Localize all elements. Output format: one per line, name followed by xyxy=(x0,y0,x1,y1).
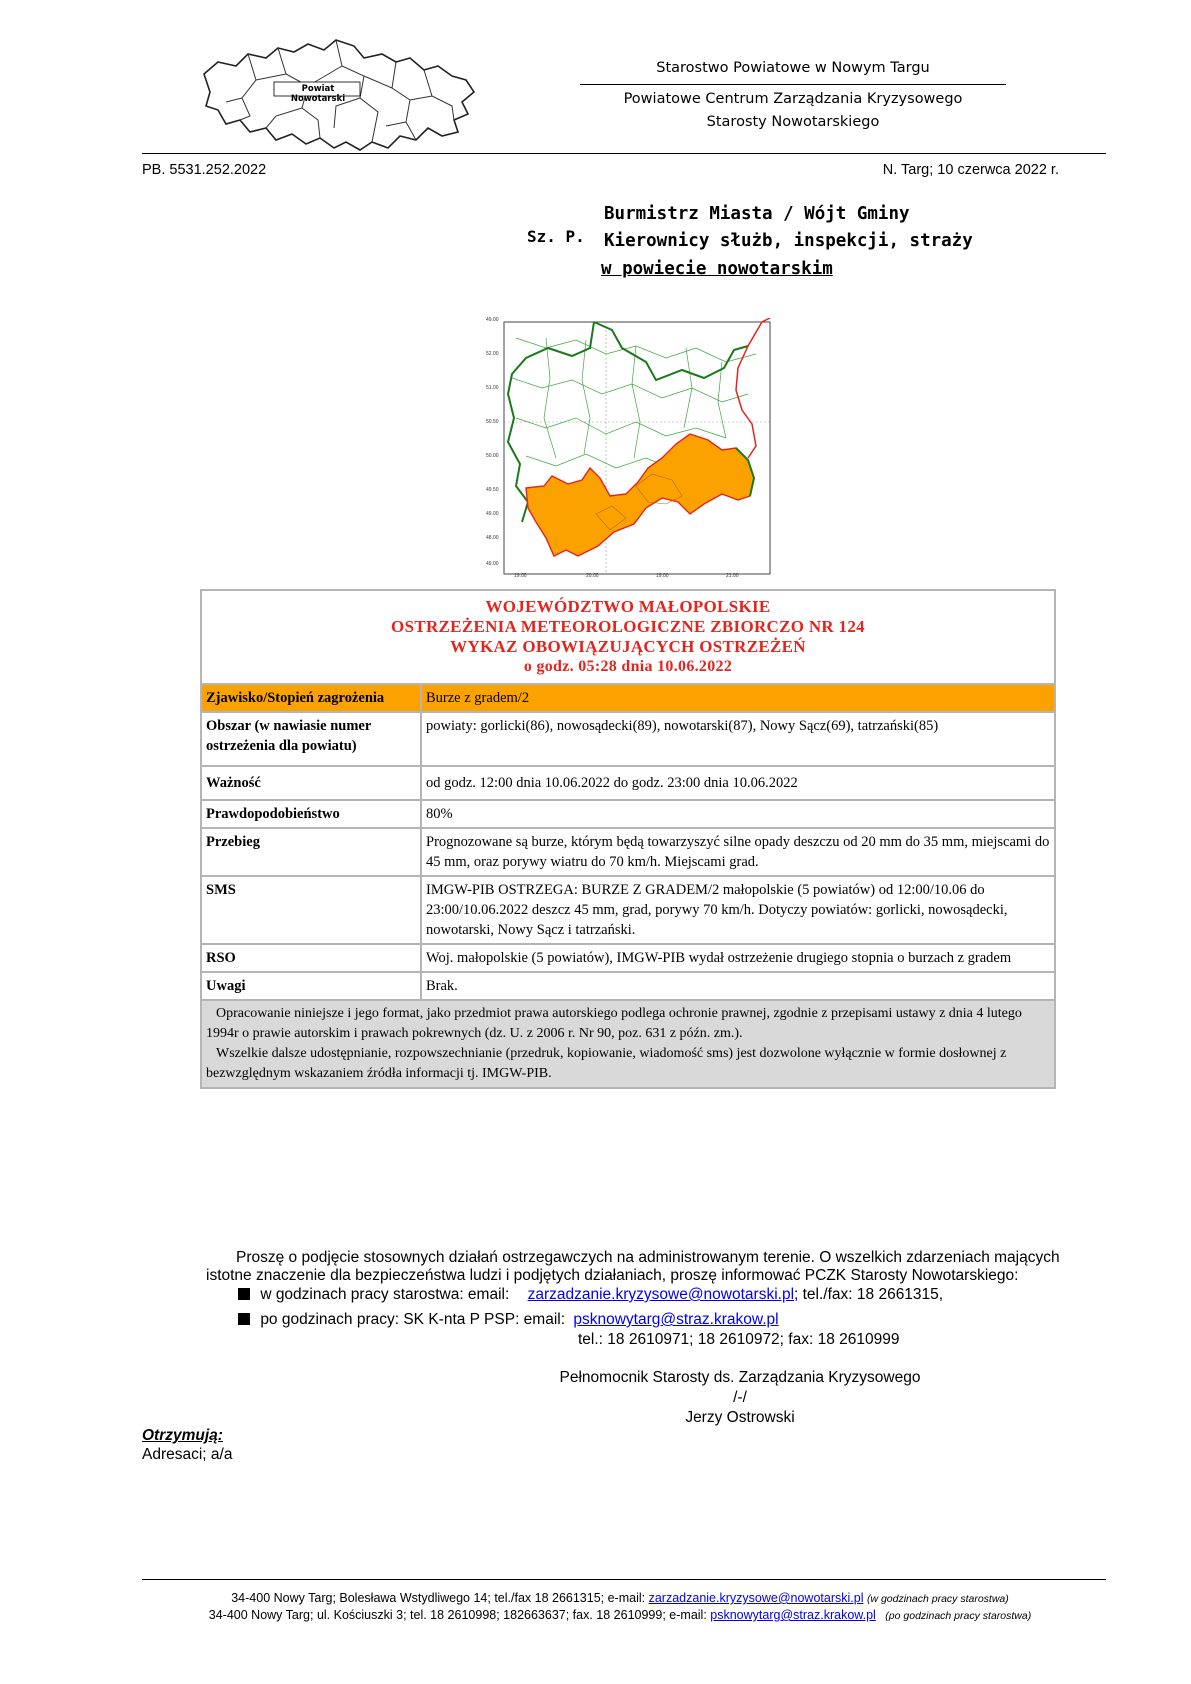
recipients-heading: Otrzymują: xyxy=(142,1427,223,1444)
crisis-center-name: Powiatowe Centrum Zarządzania Kryzysowego xyxy=(623,91,963,107)
map-y-tick: 52.00 xyxy=(486,351,499,357)
warning-title-list: WYKAZ OBOWIĄZUJĄCYCH OSTRZEŻEŃ xyxy=(450,637,806,656)
table-row xyxy=(201,712,1055,766)
map-y-tick: 49.00 xyxy=(486,317,499,323)
row-label: RSO xyxy=(201,944,421,972)
header-divider xyxy=(142,153,1106,154)
addressee-line-1: Burmistrz Miasta / Wójt Gminy xyxy=(604,204,910,224)
row-value: Brak. xyxy=(421,972,1055,1000)
map-y-tick: 50.00 xyxy=(486,453,499,459)
table-row xyxy=(201,876,1055,944)
map-y-tick: 48.00 xyxy=(486,535,499,541)
footer-line-1 xyxy=(100,1591,1140,1605)
row-label: Obszar (w nawiasie numer ostrzeżenia dla powiatu) xyxy=(201,712,421,766)
copyright-note xyxy=(201,1000,1055,1088)
signatory-name: Jerzy Ostrowski xyxy=(685,1409,795,1426)
row-label: Zjawisko/Stopień zagrożenia xyxy=(201,684,421,712)
footer-email-crisis[interactable]: zarzadzanie.kryzysowe@nowotarski.pl xyxy=(648,1591,864,1605)
contact-after-hours-label: po godzinach pracy: SK K-nta P PSP: email: xyxy=(260,1311,566,1328)
map-x-tick: 21.00 xyxy=(726,573,739,579)
warning-title xyxy=(201,590,1055,684)
request-paragraph: Proszę o podjęcie stosownych działań ostrzegawczych na administrowanym terenie. O wszelkich zdarzeniach mających istotne znaczenie dla bezpieczeństwa ludzi i podjętych działaniach, proszę informować PCZK Starosty Nowotarskiego: xyxy=(206,1249,1060,1284)
email-link-crisis[interactable]: zarzadzanie.kryzysowe@nowotarski.pl xyxy=(527,1286,795,1303)
office-name: Starostwo Powiatowe w Nowym Targu xyxy=(656,60,930,76)
footer-email-fire-service[interactable]: psknowytarg@straz.krakow.pl xyxy=(710,1608,876,1622)
table-row xyxy=(201,944,1055,972)
bullet-icon xyxy=(238,1288,250,1300)
footer-line-2 xyxy=(100,1608,1140,1622)
table-row xyxy=(201,800,1055,828)
row-label: Przebieg xyxy=(201,828,421,876)
table-row xyxy=(201,684,1055,712)
signatory-title: Pełnomocnik Starosty ds. Zarządzania Kryzysowego xyxy=(559,1369,921,1386)
row-value: Burze z gradem/2 xyxy=(421,684,1055,712)
email-link-fire-service[interactable]: psknowytarg@straz.krakow.pl xyxy=(573,1311,779,1328)
crisis-center-owner: Starosty Nowotarskiego xyxy=(706,114,880,130)
footer-note-2: (po godzinach pracy starostwa) xyxy=(885,1610,1032,1622)
map-y-tick: 49.00 xyxy=(486,511,499,517)
row-label: Ważność xyxy=(201,766,421,800)
footer-address-1: 34-400 Nowy Targ; Bolesława Wstydliwego 14; tel./fax 18 2661315; e-mail: xyxy=(231,1591,646,1605)
warning-title-time: o godz. 05:28 dnia 10.06.2022 xyxy=(523,658,733,675)
copyright-note-1: Opracowanie niniejsze i jego format, jako przedmiot prawa autorskiego podlega ochronie prawnej, zgodnie z przepisami ustawy z dnia 4 lutego 1994r o prawie autorskim i prawach pokrewnych (dz. U. z 2006 r. Nr 90, poz. 631 z późn. zm.). xyxy=(206,1006,1022,1041)
header-divider-short xyxy=(580,84,1006,85)
footer-note-1: (w godzinach pracy starostwa) xyxy=(866,1593,1009,1605)
contact-working-hours-phone: ; tel./fax: 18 2661315, xyxy=(794,1286,944,1303)
contact-working-hours xyxy=(238,1286,943,1304)
row-label: Prawdopodobieństwo xyxy=(201,800,421,828)
footer-address-2: 34-400 Nowy Targ; ul. Kościuszki 3; tel. 18 2610998; 182663637; fax. 18 2610999; e-mail: xyxy=(208,1608,707,1622)
bullet-icon xyxy=(238,1313,250,1325)
contact-after-hours xyxy=(238,1311,779,1329)
table-row xyxy=(201,972,1055,1000)
addressee-line-3: w powiecie nowotarskim xyxy=(601,259,833,279)
recipients-line: Adresaci; a/a xyxy=(142,1446,233,1463)
map-x-tick: 19.00 xyxy=(514,573,527,579)
warning-title-region: WOJEWÓDZTWO MAŁOPOLSKIE xyxy=(485,597,771,616)
row-value: IMGW-PIB OSTRZEGA: BURZE Z GRADEM/2 małopolskie (5 powiatów) od 12:00/10.06 do 23:00/10.06.2022 deszcz 45 mm, grad, porywy 70 km/h. Dotyczy powiatów: gorlicki, nowosądecki, nowotarski, Nowy Sącz i tatrzański. xyxy=(421,876,1055,944)
warning-title-number: OSTRZEŻENIA METEOROLOGICZNE ZBIORCZO NR 124 xyxy=(391,617,865,636)
map-x-tick: 19.00 xyxy=(656,573,669,579)
table-row xyxy=(201,828,1055,876)
document-date: N. Targ; 10 czerwca 2022 r. xyxy=(882,162,1059,178)
copyright-note-2: Wszelkie dalsze udostępnianie, rozpowszechnianie (przedruk, kopiowanie, wiadomość sms) jest dozwolone wyłącznie w formie dosłownej z bezwzględnym wskazaniem źródła informacji tj. IMGW-PIB. xyxy=(206,1046,1007,1081)
logo-caption: Powiat Nowotarski xyxy=(290,84,346,104)
map-y-tick: 51.00 xyxy=(486,385,499,391)
warning-map xyxy=(486,318,776,580)
row-value: Prognozowane są burze, którym będą towarzyszyć silne opady deszczu od 20 mm do 35 mm, miejscami do 45 mm, oraz porywy wiatru do 70 km/h. Miejscami grad. xyxy=(421,828,1055,876)
after-hours-phones: tel.: 18 2610971; 18 2610972; fax: 18 2610999 xyxy=(578,1331,900,1348)
footer-divider xyxy=(142,1579,1106,1580)
row-label: Uwagi xyxy=(201,972,421,1000)
signature-mark: /-/ xyxy=(733,1389,747,1406)
map-y-tick: 49.50 xyxy=(486,487,499,493)
table-row xyxy=(201,766,1055,800)
map-y-tick: 50.50 xyxy=(486,419,499,425)
row-label: SMS xyxy=(201,876,421,944)
row-value: powiaty: gorlicki(86), nowosądecki(89), nowotarski(87), Nowy Sącz(69), tatrzański(85) xyxy=(421,712,1055,766)
map-x-tick: 20.00 xyxy=(586,573,599,579)
county-logo xyxy=(196,36,480,156)
row-value: od godz. 12:00 dnia 10.06.2022 do godz. 23:00 dnia 10.06.2022 xyxy=(421,766,1055,800)
salutation: Sz. P. xyxy=(527,227,585,246)
reference-number: PB. 5531.252.2022 xyxy=(142,162,267,178)
warning-table xyxy=(200,589,1056,1089)
addressee-line-2: Kierownicy służb, inspekcji, straży xyxy=(604,231,973,251)
contact-working-hours-label: w godzinach pracy starostwa: email: xyxy=(260,1286,510,1303)
row-value: Woj. małopolskie (5 powiatów), IMGW-PIB wydał ostrzeżenie drugiego stopnia o burzach z gradem xyxy=(421,944,1055,972)
map-y-tick: 49.00 xyxy=(486,561,499,567)
row-value: 80% xyxy=(421,800,1055,828)
